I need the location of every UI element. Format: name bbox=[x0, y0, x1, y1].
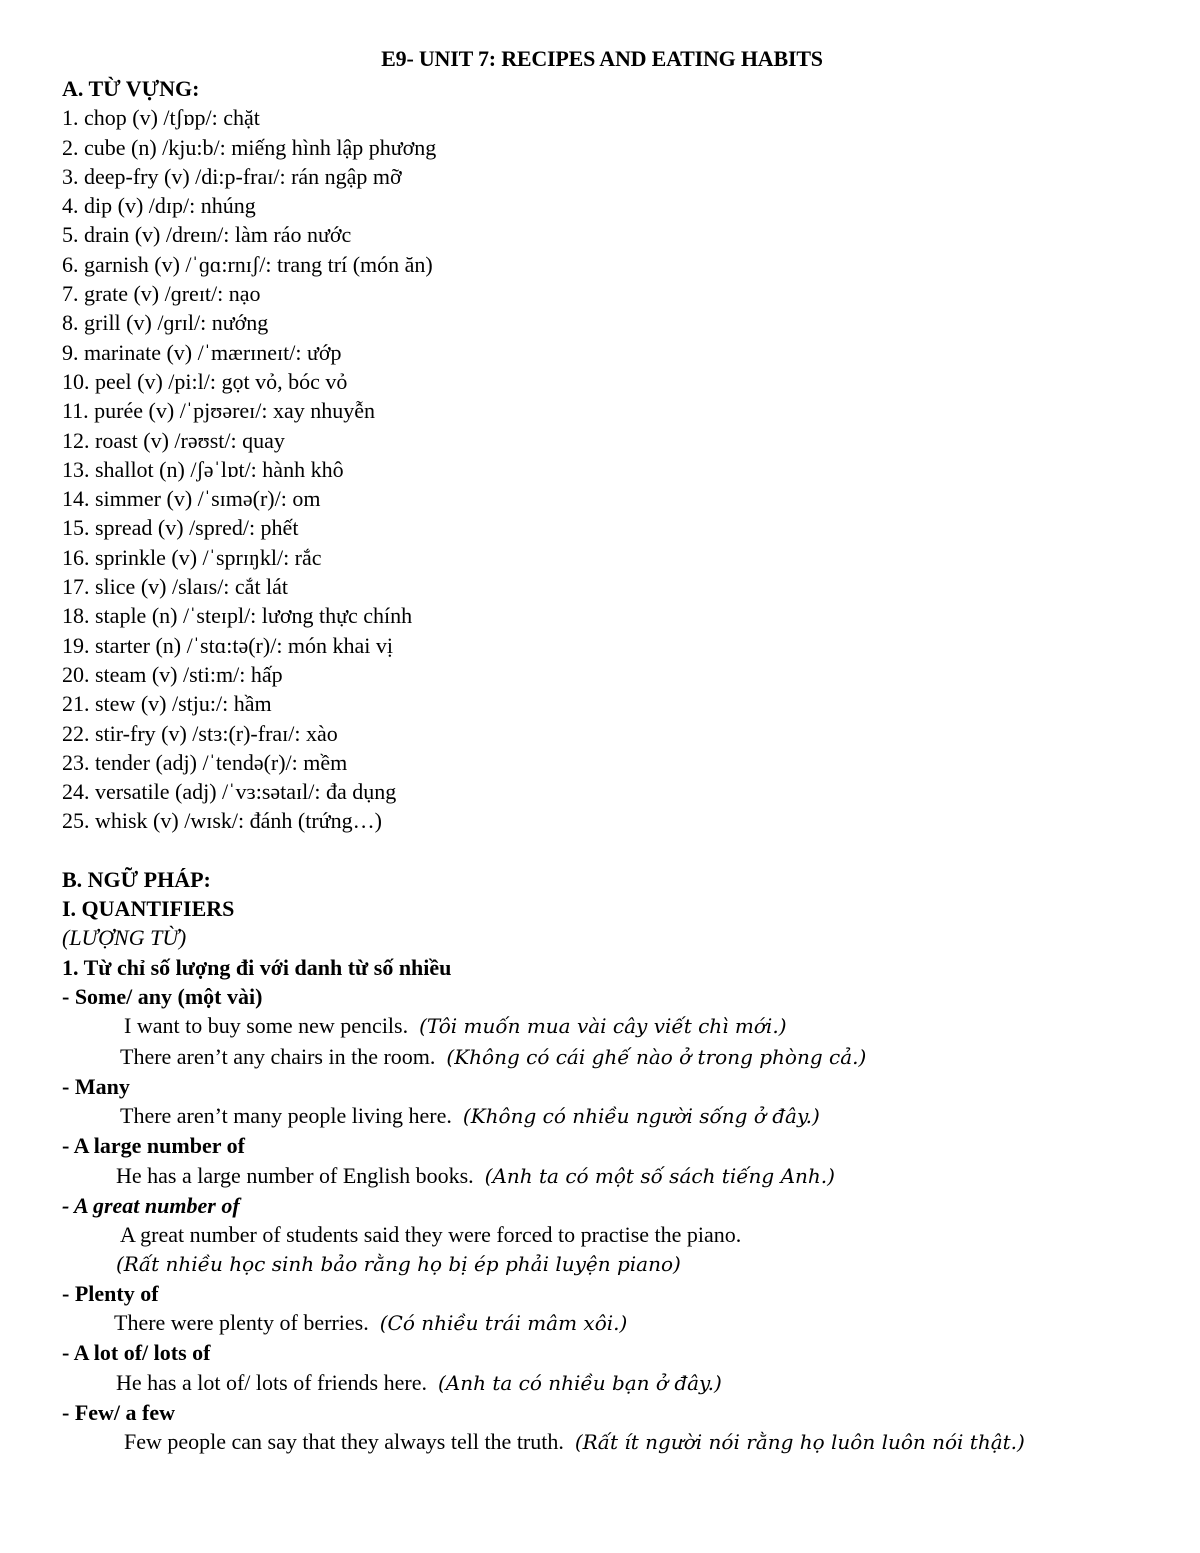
vocab-item: 21. stew (v) /stju:/: hầm bbox=[62, 691, 272, 717]
vocab-item: 17. slice (v) /slaɪs/: cắt lát bbox=[62, 574, 289, 600]
example-sentence bbox=[62, 1042, 1142, 1072]
example-translation: (Không có cái ghế nào ở trong phòng cả.) bbox=[446, 1044, 867, 1069]
vocabulary-list bbox=[62, 103, 1142, 835]
vocab-item: 16. sprinkle (v) /ˈsprɪŋkl/: rắc bbox=[62, 544, 322, 570]
quantifier-label: - Plenty of bbox=[62, 1280, 159, 1306]
example-translation: (Rất ít người nói rằng họ luôn luôn nói thật.) bbox=[574, 1430, 1025, 1455]
vocab-item: 11. purée (v) /ˈpjʊəreɪ/: xay nhuyễn bbox=[62, 398, 376, 424]
vocab-item: 5. drain (v) /dreɪn/: làm ráo nước bbox=[62, 222, 352, 248]
vocab-item: 13. shallot (n) /ʃəˈlɒt/: hành khô bbox=[62, 456, 344, 482]
vocab-item: 22. stir-fry (v) /stɜ:(r)-fraɪ/: xào bbox=[62, 720, 338, 746]
quantifier-label: - Some/ any (một vài) bbox=[62, 983, 263, 1009]
example-english: He has a large number of English books. bbox=[116, 1162, 474, 1188]
vocab-item: 18. staple (n) /ˈsteɪpl/: lương thực chính bbox=[62, 603, 413, 629]
vocab-item: 9. marinate (v) /ˈmærɪneɪt/: ướp bbox=[62, 339, 342, 365]
document-page bbox=[62, 44, 1142, 1458]
vocab-item: 8. grill (v) /ɡrɪl/: nướng bbox=[62, 310, 269, 336]
example-translation: (Anh ta có một số sách tiếng Anh.) bbox=[484, 1163, 835, 1188]
example-translation: (Anh ta có nhiều bạn ở đây.) bbox=[437, 1370, 722, 1395]
example-translation: (Rất nhiều học sinh bảo rằng họ bị ép phải luyện piano) bbox=[116, 1251, 681, 1276]
vocab-item: 15. spread (v) /spred/: phết bbox=[62, 515, 299, 541]
quantifier-label: - Few/ a few bbox=[62, 1400, 176, 1426]
vocab-item: 3. deep-fry (v) /di:p-fraɪ/: rán ngập mỡ bbox=[62, 163, 402, 189]
vocab-item: 20. steam (v) /sti:m/: hấp bbox=[62, 661, 283, 687]
vocab-item: 23. tender (adj) /ˈtendə(r)/: mềm bbox=[62, 749, 348, 775]
vocab-item: 19. starter (n) /ˈstɑ:tə(r)/: món khai vị bbox=[62, 632, 394, 658]
vocab-item: 6. garnish (v) /ˈɡɑ:rnɪʃ/: trang trí (món ăn) bbox=[62, 251, 433, 277]
example-english: There aren’t many people living here. bbox=[120, 1103, 452, 1129]
part1-title: 1. Từ chỉ số lượng đi với danh từ số nhiều bbox=[62, 954, 452, 980]
example-english: I want to buy some new pencils. bbox=[124, 1013, 409, 1039]
section-spacer bbox=[62, 836, 1142, 865]
grammar-heading: B. NGỮ PHÁP: bbox=[62, 866, 211, 892]
vocab-item: 25. whisk (v) /wɪsk/: đánh (trứng…) bbox=[62, 808, 382, 834]
example-sentence bbox=[62, 1368, 1142, 1398]
quantifier-label: - A large number of bbox=[62, 1133, 245, 1159]
quantifier-label: - Many bbox=[62, 1073, 130, 1099]
quantifier-label: - A lot of/ lots of bbox=[62, 1340, 211, 1366]
vocab-item: 10. peel (v) /pi:l/: gọt vỏ, bóc vỏ bbox=[62, 368, 348, 394]
page-title: E9- UNIT 7: RECIPES AND EATING HABITS bbox=[381, 46, 823, 71]
vocab-item: 2. cube (n) /kju:b/: miếng hình lập phương bbox=[62, 134, 437, 160]
quantifiers-subtitle: (LƯỢNG TỪ) bbox=[62, 925, 187, 951]
example-sentence bbox=[62, 1011, 1142, 1041]
vocab-item: 14. simmer (v) /ˈsɪmə(r)/: om bbox=[62, 486, 321, 512]
example-english: Few people can say that they always tell the truth. bbox=[124, 1429, 564, 1455]
vocabulary-heading: A. TỪ VỰNG: bbox=[62, 76, 200, 101]
example-english: He has a lot of/ lots of friends here. bbox=[116, 1369, 427, 1395]
vocab-item: 24. versatile (adj) /ˈvɜ:sətaɪl/: đa dụng bbox=[62, 779, 397, 805]
example-translation: (Có nhiều trái mâm xôi.) bbox=[379, 1311, 628, 1336]
example-sentence bbox=[62, 1161, 1142, 1191]
quantifiers-heading: I. QUANTIFIERS bbox=[62, 896, 235, 922]
example-english: There aren’t any chairs in the room. bbox=[120, 1043, 436, 1069]
vocab-item: 12. roast (v) /rəʊst/: quay bbox=[62, 427, 285, 453]
example-sentence bbox=[62, 1308, 1142, 1338]
example-english: There were plenty of berries. bbox=[114, 1310, 369, 1336]
example-translation: (Tôi muốn mua vài cây viết chì mới.) bbox=[419, 1014, 787, 1039]
vocab-item: 4. dip (v) /dɪp/: nhúng bbox=[62, 193, 256, 219]
vocab-item: 1. chop (v) /tʃɒp/: chặt bbox=[62, 105, 260, 131]
example-sentence bbox=[62, 1427, 1142, 1457]
example-sentence bbox=[62, 1101, 1142, 1131]
quantifier-label: - A great number of bbox=[62, 1192, 240, 1218]
vocab-item: 7. grate (v) /ɡreɪt/: nạo bbox=[62, 281, 261, 307]
example-english: A great number of students said they were forced to practise the piano. bbox=[120, 1222, 742, 1248]
example-translation: (Không có nhiều người sống ở đây.) bbox=[462, 1104, 820, 1129]
example-sentence bbox=[62, 1220, 1142, 1249]
